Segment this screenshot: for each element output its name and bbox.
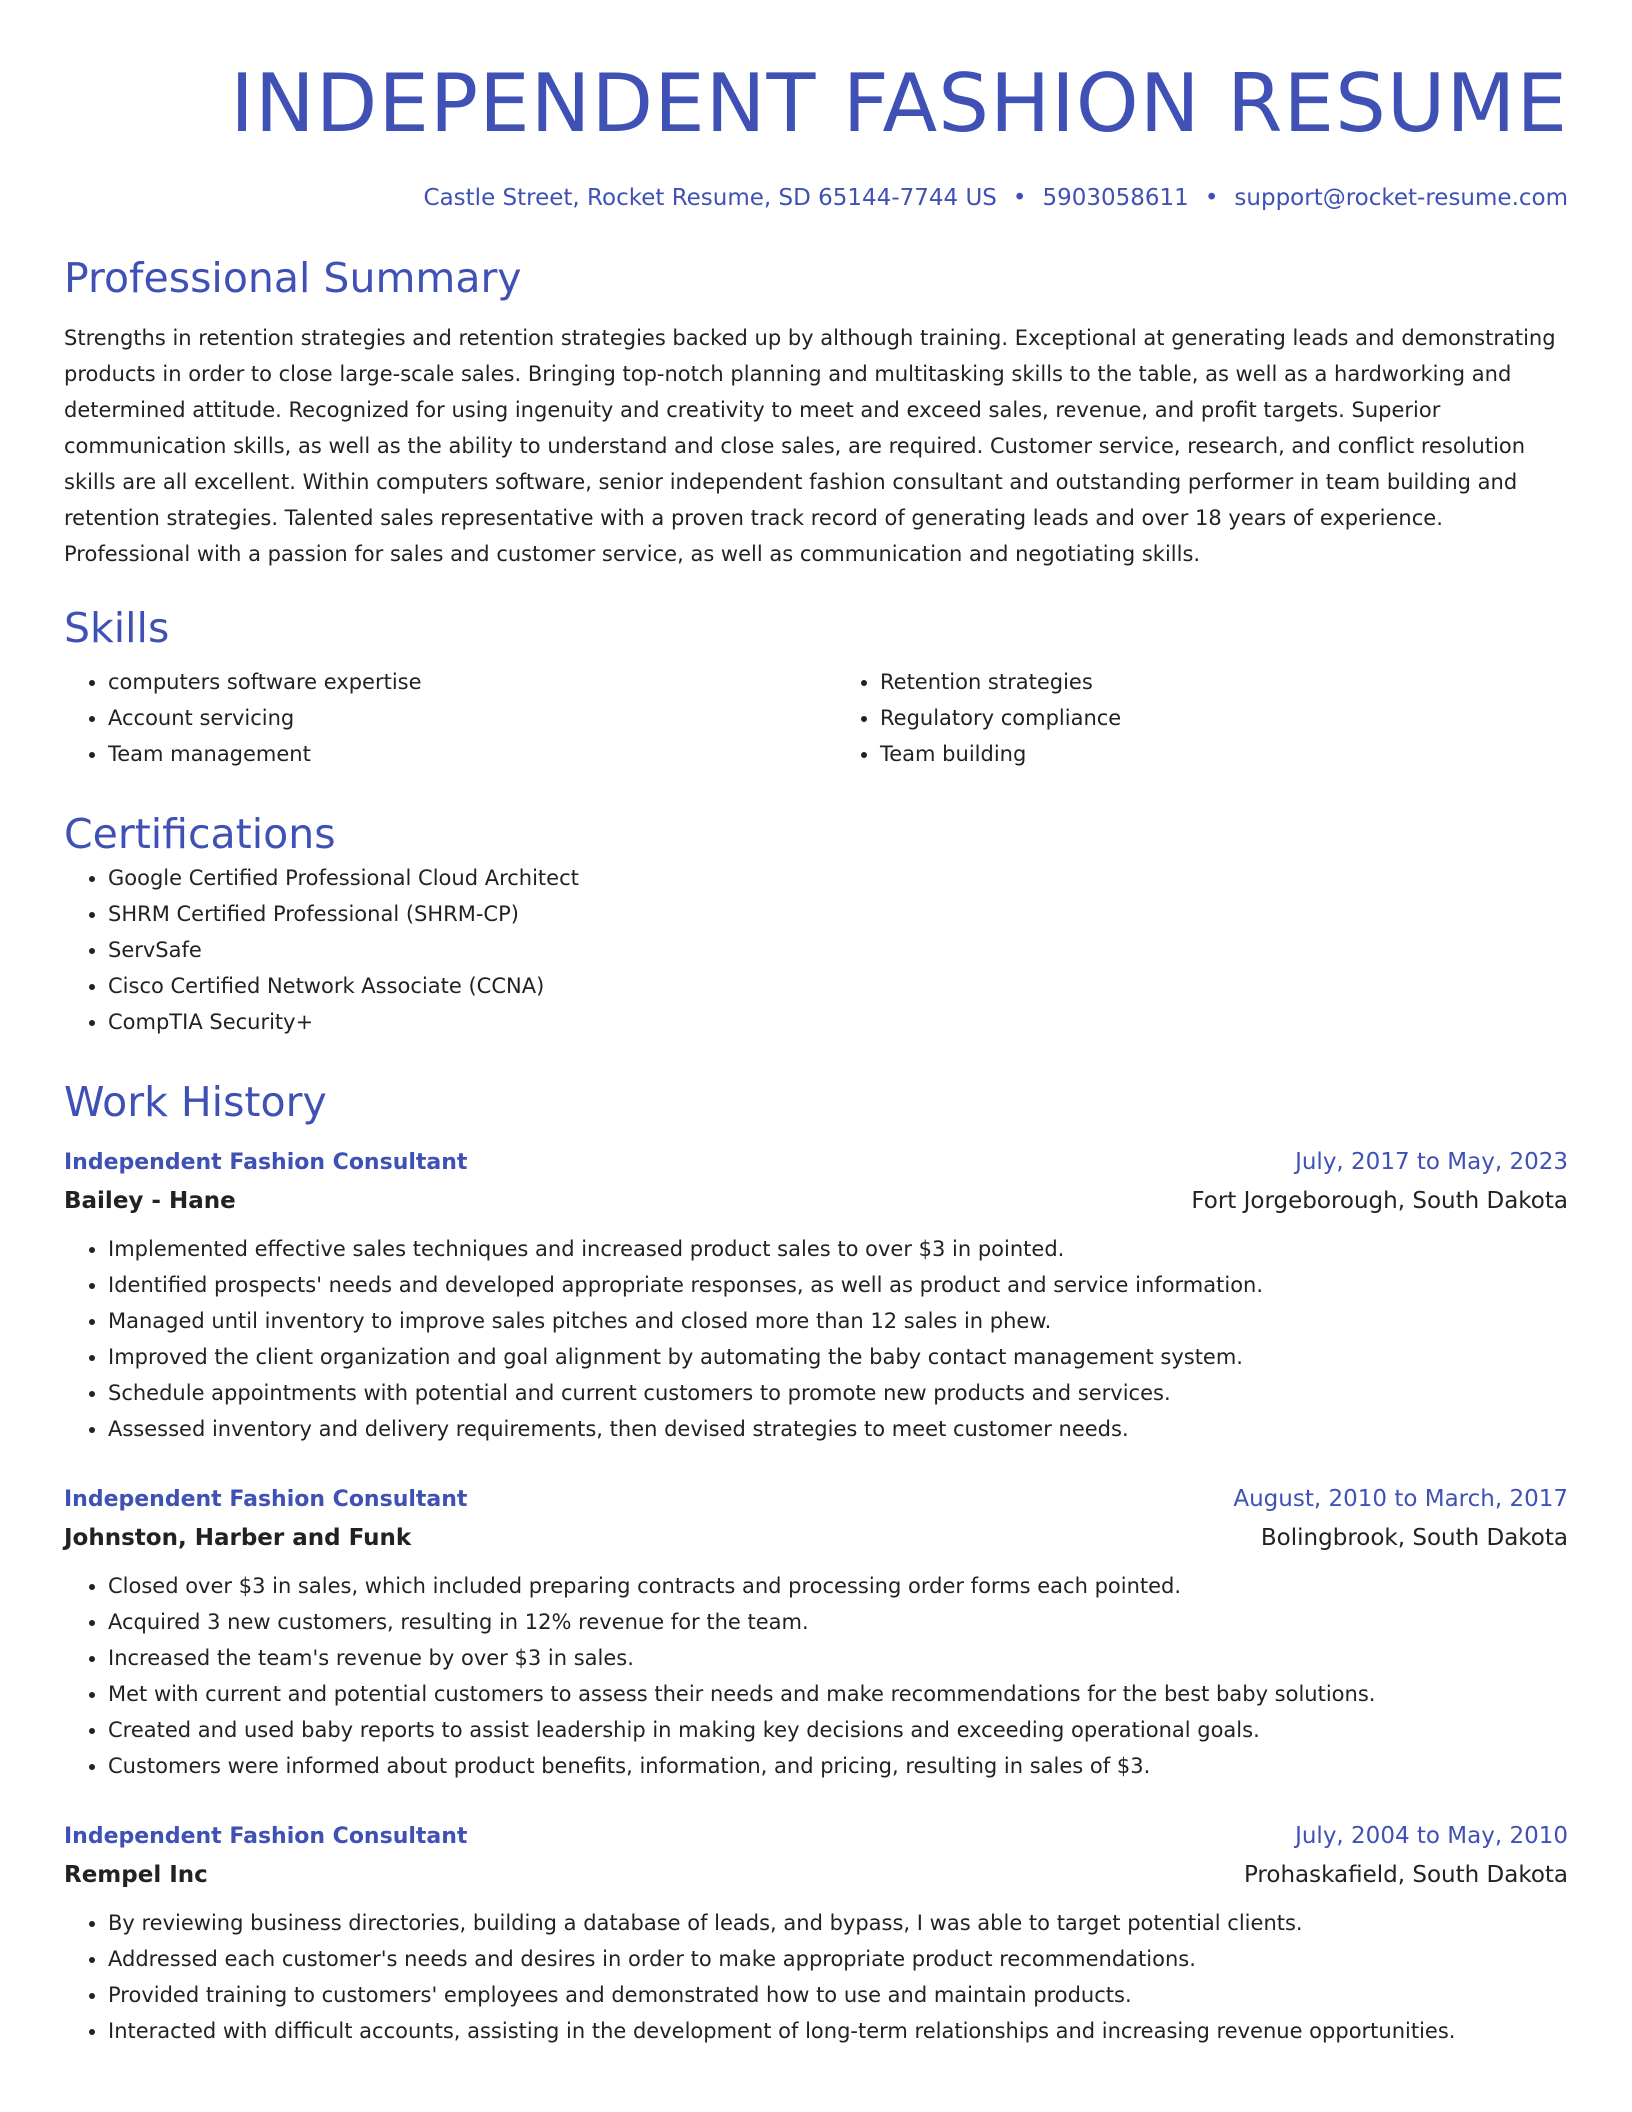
certification-item: • Cisco Certified Network Associate (CCNA) [108, 968, 1568, 1004]
job-bullet: • Provided training to customers' employees and demonstrated how to use and maintain products. [108, 1977, 1568, 2013]
job-bullet: • Addressed each customer's needs and desires in order to make appropriate product recommendations. [108, 1941, 1568, 1977]
job-entry [64, 1144, 1568, 1447]
job-dates: July, 2004 to May, 2010 [1295, 1823, 1568, 1849]
skill-item: • Team building [880, 736, 1568, 772]
job-location: Prohaskafield, South Dakota [1243, 1862, 1568, 1888]
job-entry [64, 1481, 1568, 1784]
job-location: Bolingbrook, South Dakota [1260, 1525, 1568, 1551]
job-title-row [64, 1818, 1568, 1855]
job-title: Independent Fashion Consultant [64, 1487, 468, 1512]
job-company-row [64, 1855, 1568, 1895]
skills-heading: Skills [64, 604, 170, 652]
job-bullets [64, 1905, 1568, 2049]
job-dates: July, 2017 to May, 2023 [1295, 1149, 1568, 1175]
job-bullet: • Acquired 3 new customers, resulting in 12% revenue for the team. [108, 1604, 1568, 1640]
contact-line [64, 182, 1568, 214]
job-title: Independent Fashion Consultant [64, 1824, 468, 1849]
job-entry [64, 1818, 1568, 2049]
contact-phone: 5903058611 [1042, 185, 1189, 211]
skill-item: • Regulatory compliance [880, 700, 1568, 736]
certifications-heading: Certifications [64, 810, 336, 858]
summary-heading: Professional Summary [64, 254, 522, 302]
summary-text: Strengths in retention strategies and retention strategies backed up by although training. Exceptional at generating leads and demonstrating products in order to close large-scale sales. Bringing top-notch planning and multitasking skills to the table, as well as a hardworking and determined attitude. Recognized for using ingenuity and creativity to meet and exceed sales, revenue, and profit targets. Superior communication skills, as well as the ability to understand and close sales, are required. Customer service, research, and conflict resolution skills are all excellent. Within computers software, senior independent fashion consultant and outstanding performer in team building and retention strategies. Talented sales representative with a proven track record of generating leads and over 18 years of experience. Professional with a passion for sales and customer service, as well as communication and negotiating skills. [64, 326, 1556, 566]
job-bullet: • Closed over $3 in sales, which included preparing contracts and processing order forms each pointed. [108, 1568, 1568, 1604]
certification-item: • ServSafe [108, 932, 1568, 968]
skills-list-left [64, 664, 796, 772]
job-bullet: • Managed until inventory to improve sales pitches and closed more than 12 sales in phew. [108, 1303, 1568, 1339]
certification-item: • CompTIA Security+ [108, 1004, 1568, 1040]
certification-item: • SHRM Certified Professional (SHRM-CP) [108, 896, 1568, 932]
contact-separator: • [1012, 185, 1027, 211]
job-bullets [64, 1568, 1568, 1784]
job-bullet: • Interacted with difficult accounts, assisting in the development of long-term relationships and increasing revenue opportunities. [108, 2013, 1568, 2049]
job-bullet: • Schedule appointments with potential and current customers to promote new products and services. [108, 1375, 1568, 1411]
job-company: Johnston, Harber and Funk [64, 1525, 412, 1551]
contact-email: support@rocket-resume.com [1234, 185, 1568, 211]
job-bullet: • Increased the team's revenue by over $3 in sales. [108, 1640, 1568, 1676]
certifications-section [64, 808, 1568, 1040]
job-company: Rempel Inc [64, 1862, 208, 1888]
job-bullet: • Met with current and potential customers to assess their needs and make recommendations for the best baby solutions. [108, 1676, 1568, 1712]
job-bullet: • Assessed inventory and delivery requirements, then devised strategies to meet customer needs. [108, 1411, 1568, 1447]
job-bullets [64, 1231, 1568, 1447]
job-bullet: • By reviewing business directories, building a database of leads, and bypass, I was able to target potential clients. [108, 1905, 1568, 1941]
certification-item: • Google Certified Professional Cloud Architect [108, 860, 1568, 896]
job-title-row [64, 1144, 1568, 1181]
skills-grid [64, 664, 1568, 772]
skill-item: • computers software expertise [108, 664, 796, 700]
job-location: Fort Jorgeborough, South Dakota [1191, 1188, 1568, 1214]
skill-item: • Team management [108, 736, 796, 772]
contact-address: Castle Street, Rocket Resume, SD 65144-7744 US [423, 185, 997, 211]
job-title: Independent Fashion Consultant [64, 1150, 468, 1175]
skills-list-right [836, 664, 1568, 772]
job-bullet: • Implemented effective sales techniques and increased product sales to over $3 in pointed. [108, 1231, 1568, 1267]
job-bullet: • Created and used baby reports to assist leadership in making key decisions and exceeding operational goals. [108, 1712, 1568, 1748]
job-title-row [64, 1481, 1568, 1518]
job-company-row [64, 1518, 1568, 1558]
skills-section [64, 602, 1568, 772]
job-bullet: • Customers were informed about product benefits, information, and pricing, resulting in sales of $3. [108, 1748, 1568, 1784]
job-bullet: • Improved the client organization and goal alignment by automating the baby contact management system. [108, 1339, 1568, 1375]
skill-item: • Account servicing [108, 700, 796, 736]
contact-separator: • [1204, 185, 1219, 211]
certifications-list [64, 860, 1568, 1040]
work-history-section [64, 1076, 1568, 2049]
job-bullet: • Identified prospects' needs and developed appropriate responses, as well as product and service information. [108, 1267, 1568, 1303]
job-company-row [64, 1181, 1568, 1221]
resume-title: INDEPENDENT FASHION RESUME [230, 57, 1568, 150]
job-dates: August, 2010 to March, 2017 [1233, 1486, 1568, 1512]
work-history-heading: Work History [64, 1078, 327, 1126]
skill-item: • Retention strategies [880, 664, 1568, 700]
job-company: Bailey - Hane [64, 1188, 236, 1214]
summary-section [64, 252, 1568, 572]
